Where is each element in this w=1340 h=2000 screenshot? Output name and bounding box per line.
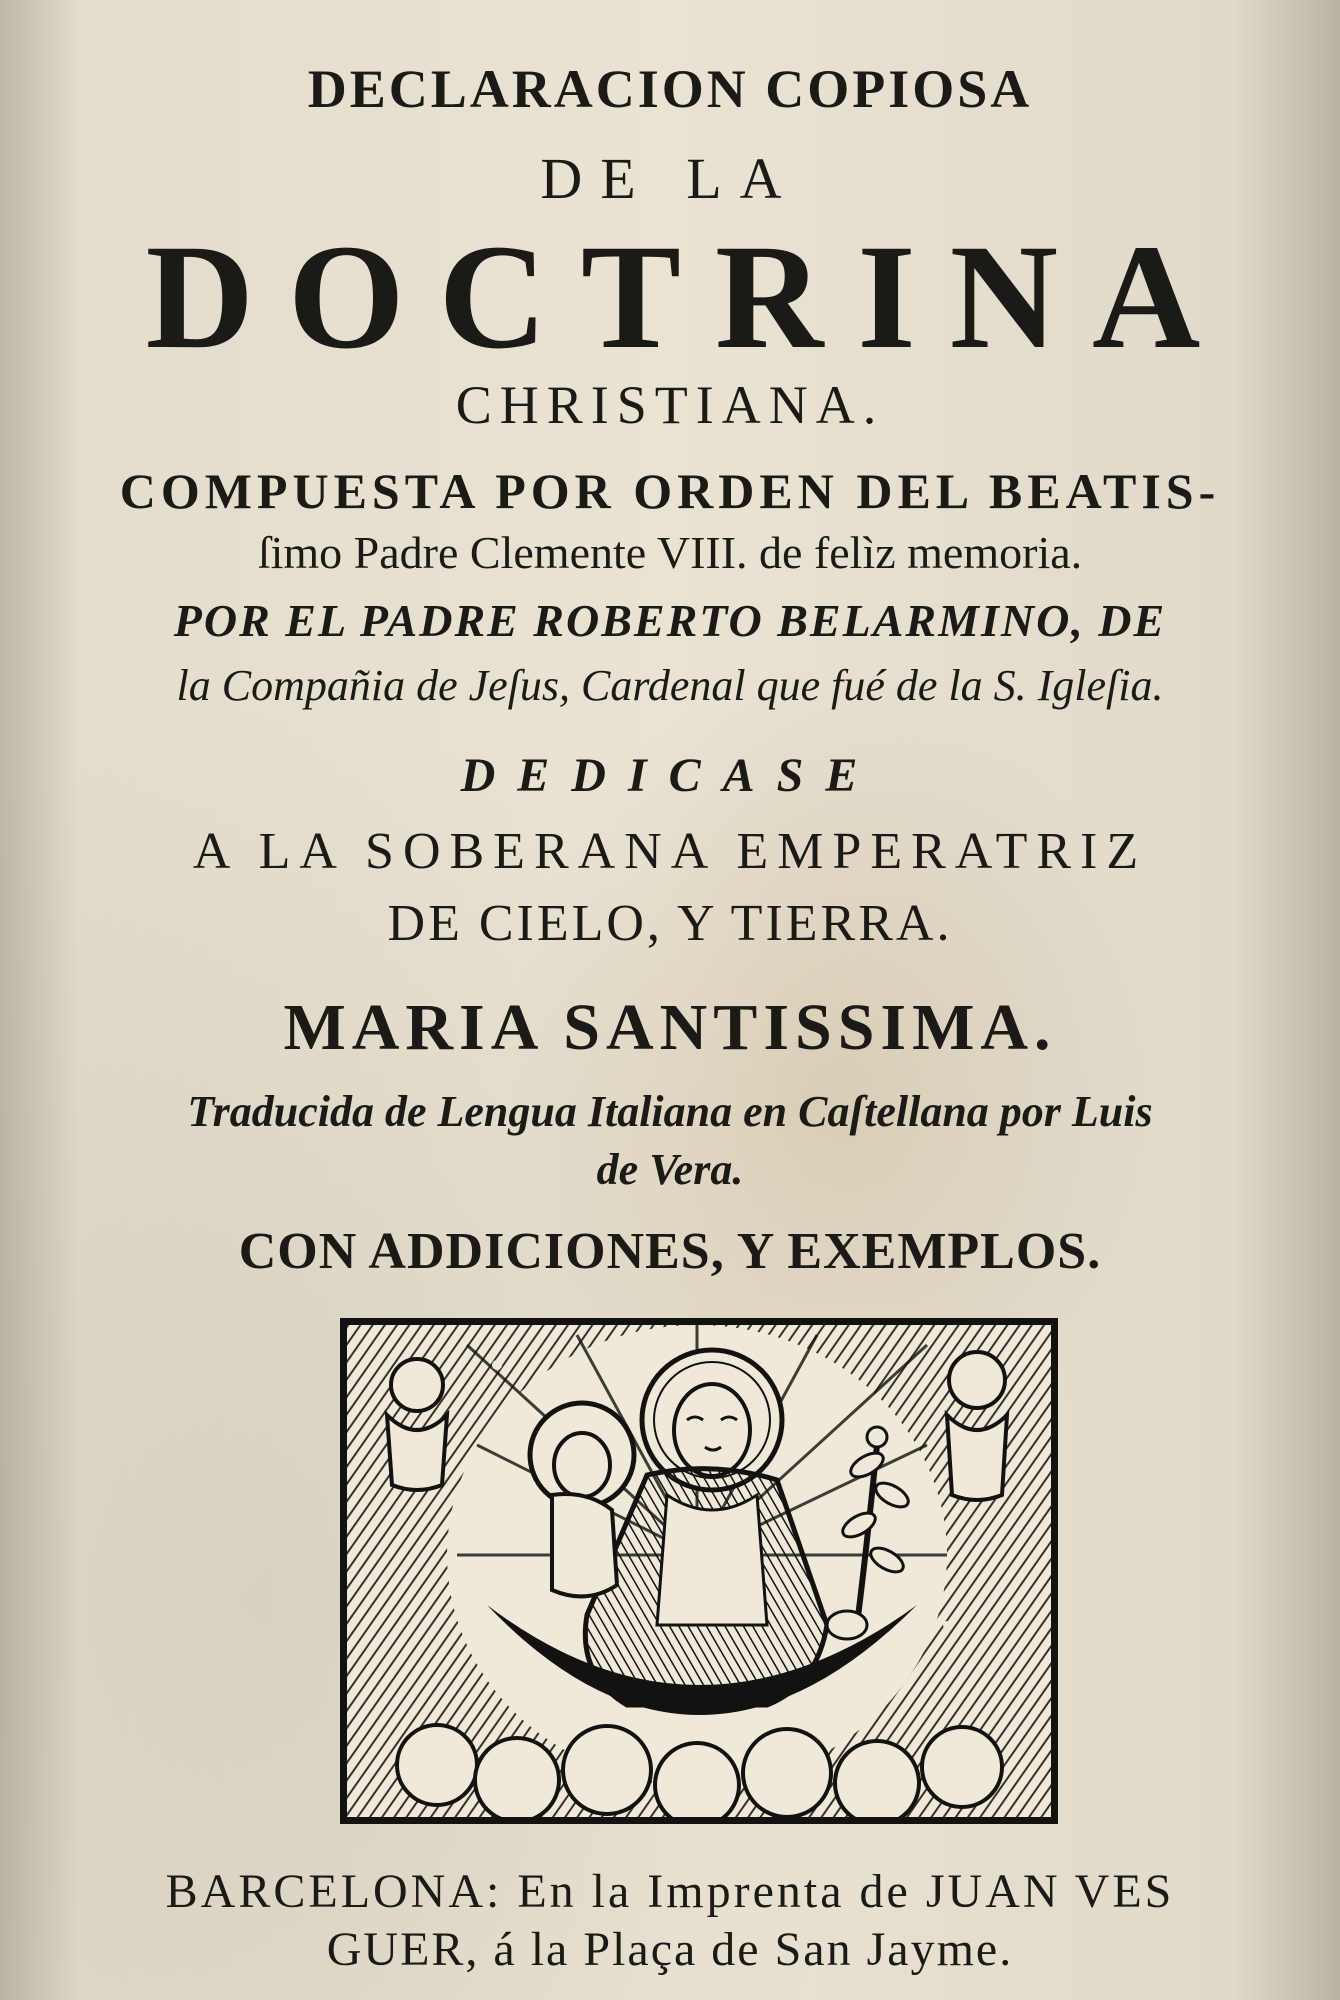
subtitle-clemente: ſimo Padre Clemente VIII. de felìz memoria. [257, 527, 1083, 578]
heading-declaracion-copiosa: DECLARACION COPIOSA [307, 59, 1033, 119]
woodcut-illustration [340, 1318, 1058, 1824]
author-line: POR EL PADRE ROBERTO BELARMINO, DE [173, 595, 1167, 646]
heading-christiana: CHRISTIANA. [455, 375, 885, 435]
subtitle-compuesta: COMPUESTA POR ORDEN DEL BEATIS- [119, 463, 1221, 519]
heading-doctrina: DOCTRINA [145, 214, 1235, 380]
additions-line: CON ADDICIONES, Y EXEMPLOS. [238, 1223, 1102, 1280]
imprint-line2: GUER, á la Plaça de San Jayme. [326, 1923, 1014, 1976]
dedication-line1: A LA SOBERANA EMPERATRIZ [192, 823, 1148, 880]
translator-line1: Traducida de Lengua Italiana en Caſtellana por Luis [187, 1087, 1153, 1136]
imprint-line1: BARCELONA: En la Imprenta de JUAN VES [165, 1865, 1175, 1918]
heading-de-la: DE LA [540, 146, 800, 211]
author-affiliation: la Compañia de Jeſus, Cardenal que fué de la S. Igleſia. [176, 661, 1164, 710]
virgin-and-child-woodcut-image [347, 1325, 1051, 1817]
dedication-maria: MARIA SANTISSIMA. [283, 991, 1057, 1064]
translator-line2: de Vera. [596, 1145, 744, 1194]
dedication-line2: DE CIELO, Y TIERRA. [387, 895, 953, 952]
dedicase-label: DEDICASE [460, 749, 880, 802]
